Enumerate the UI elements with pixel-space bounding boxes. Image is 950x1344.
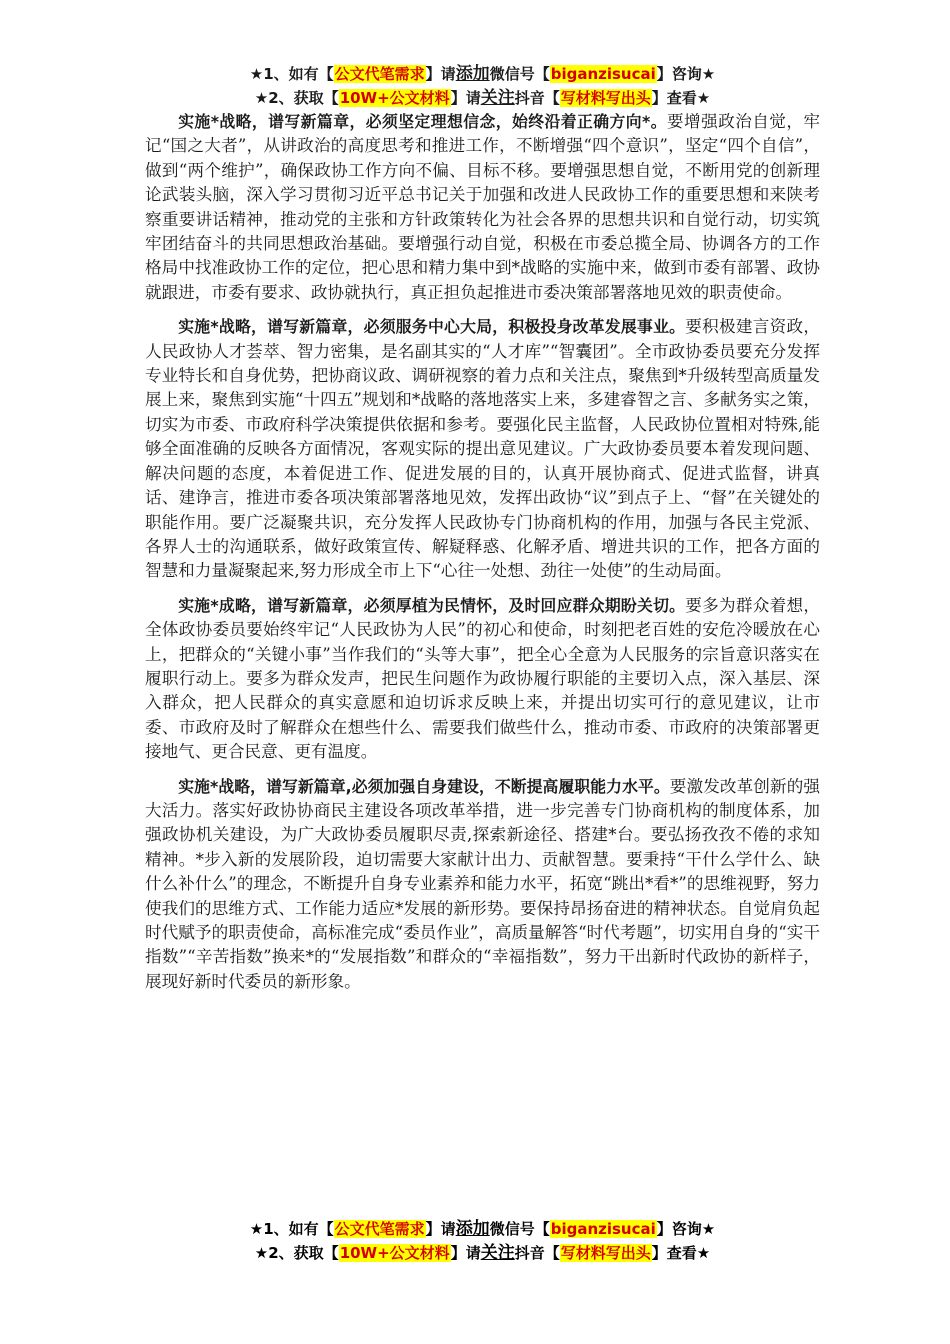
paragraph-4 — [145, 775, 820, 995]
paragraph-body: 要激发改革创新的强大活力。落实好政协协商民主建设各项改革举措，进一步完善专门协商机构的制度体系，加强政协机关建设，为广大政协委员履职尽责,探索新途径、搭建*台。要弘扬孜孜不倦的求知精神。*步入新的发展阶段，迫切需要大家献计出力、贡献智慧。要秉持“干什么学什么、缺什么补什么”的理念，不断提升自身专业素养和能力水平，拓宽“跳出*看*”的思维视野，努力使我们的思维方式、工作能力适应*发展的新形势。要保持昂扬奋进的精神状态。自觉肩负起时代赋予的职责使命，高标准完成“委员作业”，高质量解答“时代考题”，切实用自身的“实干指数”“辛苦指数”换来*的“发展指数”和群众的“幸福指数”，努力干出新时代政协的新样子，展现好新时代委员的新形象。 — [145, 776, 820, 991]
banner-text: 】咨询★ — [656, 65, 716, 83]
banner-line-2 — [145, 86, 820, 110]
paragraph-2 — [145, 315, 820, 583]
paragraph-3 — [145, 594, 820, 765]
paragraph-lead: 实施*战略，谱写新篇章，必须服务中心大局，积极投身改革发展事业。 — [178, 317, 686, 337]
banner-text: 微信号【 — [489, 65, 550, 83]
paragraph-body: 要增强政治自觉，牢记“国之大者”，从讲政治的高度思考和推进工作，不断增强“四个意识”，坚定“四个自信”，做到“两个维护”，确保政协工作方向不偏、目标不移。要增强思想自觉，不断用党的创新理论武装头脑，深入学习贯彻习近平总书记关于加强和改进人民政协工作的重要思想和来陕考察重要讲话精神，推动党的主张和方针政策转化为社会各界的思想共识和自觉行动，切实筑牢团结奋斗的共同思想政治基础。要增强行动自觉，积极在市委总揽全局、协调各方的工作格局中找准政协工作的定位，把心思和精力集中到*战略的实施中来，做到市委有部署、政协就跟进，市委有要求、政协就执行，真正担负起推进市委决策部署落地见效的职责使命。 — [145, 112, 821, 302]
banner-text: 】查看★ — [651, 89, 711, 107]
underlined-text: 关注 — [480, 1243, 515, 1263]
highlight-text: 公文代笔需求 — [334, 1220, 425, 1238]
body-text — [145, 110, 820, 994]
banner-text: 抖音【 — [514, 1244, 560, 1262]
banner-line-1 — [145, 1217, 820, 1241]
highlight-text: 写材料写出头 — [560, 1244, 651, 1262]
paragraph-body: 要积极建言资政，人民政协人才荟萃、智力密集，是名副其实的“人才库”“智囊团”。全市政协委员要充分发挥专业特长和自身优势，把协商议政、调研视察的着力点和关注点，聚焦到*升级转型高质量发展上来，聚焦到实施“十四五”规划和*战略的落地落实上来，多建睿智之言、多献务实之策，切实为市委、市政府科学决策提供依据和参考。要强化民主监督，人民政协位置相对特殊,能够全面准确的反映各方面情况，客观实际的提出意见建议。广大政协委员要本着发现问题、解决问题的态度，本着促进工作、促进发展的目的，认真开展协商式、促进式监督，讲真话、建诤言，推进市委各项决策部署落地见效，发挥出政协“议”到点子上、“督”在关键处的职能作用。要广泛凝聚共识，充分发挥人民政协专门协商机构的作用，加强与各民主党派、各界人士的沟通联系，做好政策宣传、解疑释惑、化解矛盾、增进共识的工作，把各方面的智慧和力量凝聚起来,努力形成全市上下“心往一处想、劲往一处使”的生动局面。 — [145, 317, 821, 581]
document-page — [145, 62, 820, 1004]
banner-text: 】请 — [450, 1244, 481, 1262]
paragraph-lead: 实施*战略，谱写新篇章,必须加强自身建设，不断提高履职能力水平。 — [178, 776, 670, 796]
highlight-text: 写材料写出头 — [560, 89, 651, 107]
paragraph-body: 要多为群众着想，全体政协委员要始终牢记“人民政协为人民”的初心和使命，时刻把老百姓的安危冷暖放在心上，把群众的“关键小事”当作我们的“头等大事”，把全心全意为人民服务的宗旨意识落实在履职行动上。要多为群众发声，把民生问题作为政协履行职能的主要切入点，深入基层、深入群众，把人民群众的真实意愿和迫切诉求反映上来，并提出切实可行的意见建议，让市委、市政府及时了解群众在想些什么、需要我们做些什么，推动市委、市政府的决策部署更接地气、更合民意、更有温度。 — [145, 595, 821, 762]
paragraph-lead: 实施*战略，谱写新篇章，必须坚定理想信念，始终沿着正确方向*。 — [178, 112, 667, 131]
banner-text: 】查看★ — [651, 1244, 711, 1262]
banner-text: ★1、如有【 — [249, 65, 334, 83]
paragraph-1 — [145, 110, 820, 305]
highlight-text: 10W+公文材料 — [339, 89, 450, 107]
underlined-text: 添加 — [455, 64, 490, 84]
banner-text: 】请 — [450, 89, 481, 107]
banner-line-1 — [145, 62, 820, 86]
banner-line-2 — [145, 1241, 820, 1265]
banner-text: 】咨询★ — [656, 1220, 716, 1238]
highlight-text: biganzisucai — [550, 65, 656, 83]
highlight-text: 公文代笔需求 — [334, 65, 425, 83]
bottom-banner — [145, 1217, 820, 1265]
underlined-text: 关注 — [480, 88, 515, 108]
highlight-text: biganzisucai — [550, 1220, 656, 1238]
highlight-text: 10W+公文材料 — [339, 1244, 450, 1262]
underlined-text: 添加 — [455, 1219, 490, 1239]
banner-text: 】请 — [425, 65, 456, 83]
banner-text: ★1、如有【 — [249, 1220, 334, 1238]
banner-text: ★2、获取【 — [254, 89, 339, 107]
banner-text: 微信号【 — [489, 1220, 550, 1238]
banner-text: 】请 — [425, 1220, 456, 1238]
banner-text: 抖音【 — [514, 89, 560, 107]
top-banner — [145, 62, 820, 110]
banner-text: ★2、获取【 — [254, 1244, 339, 1262]
paragraph-lead: 实施*成略，谱写新篇章，必须厚植为民情怀，及时回应群众期盼关切。 — [178, 595, 686, 615]
